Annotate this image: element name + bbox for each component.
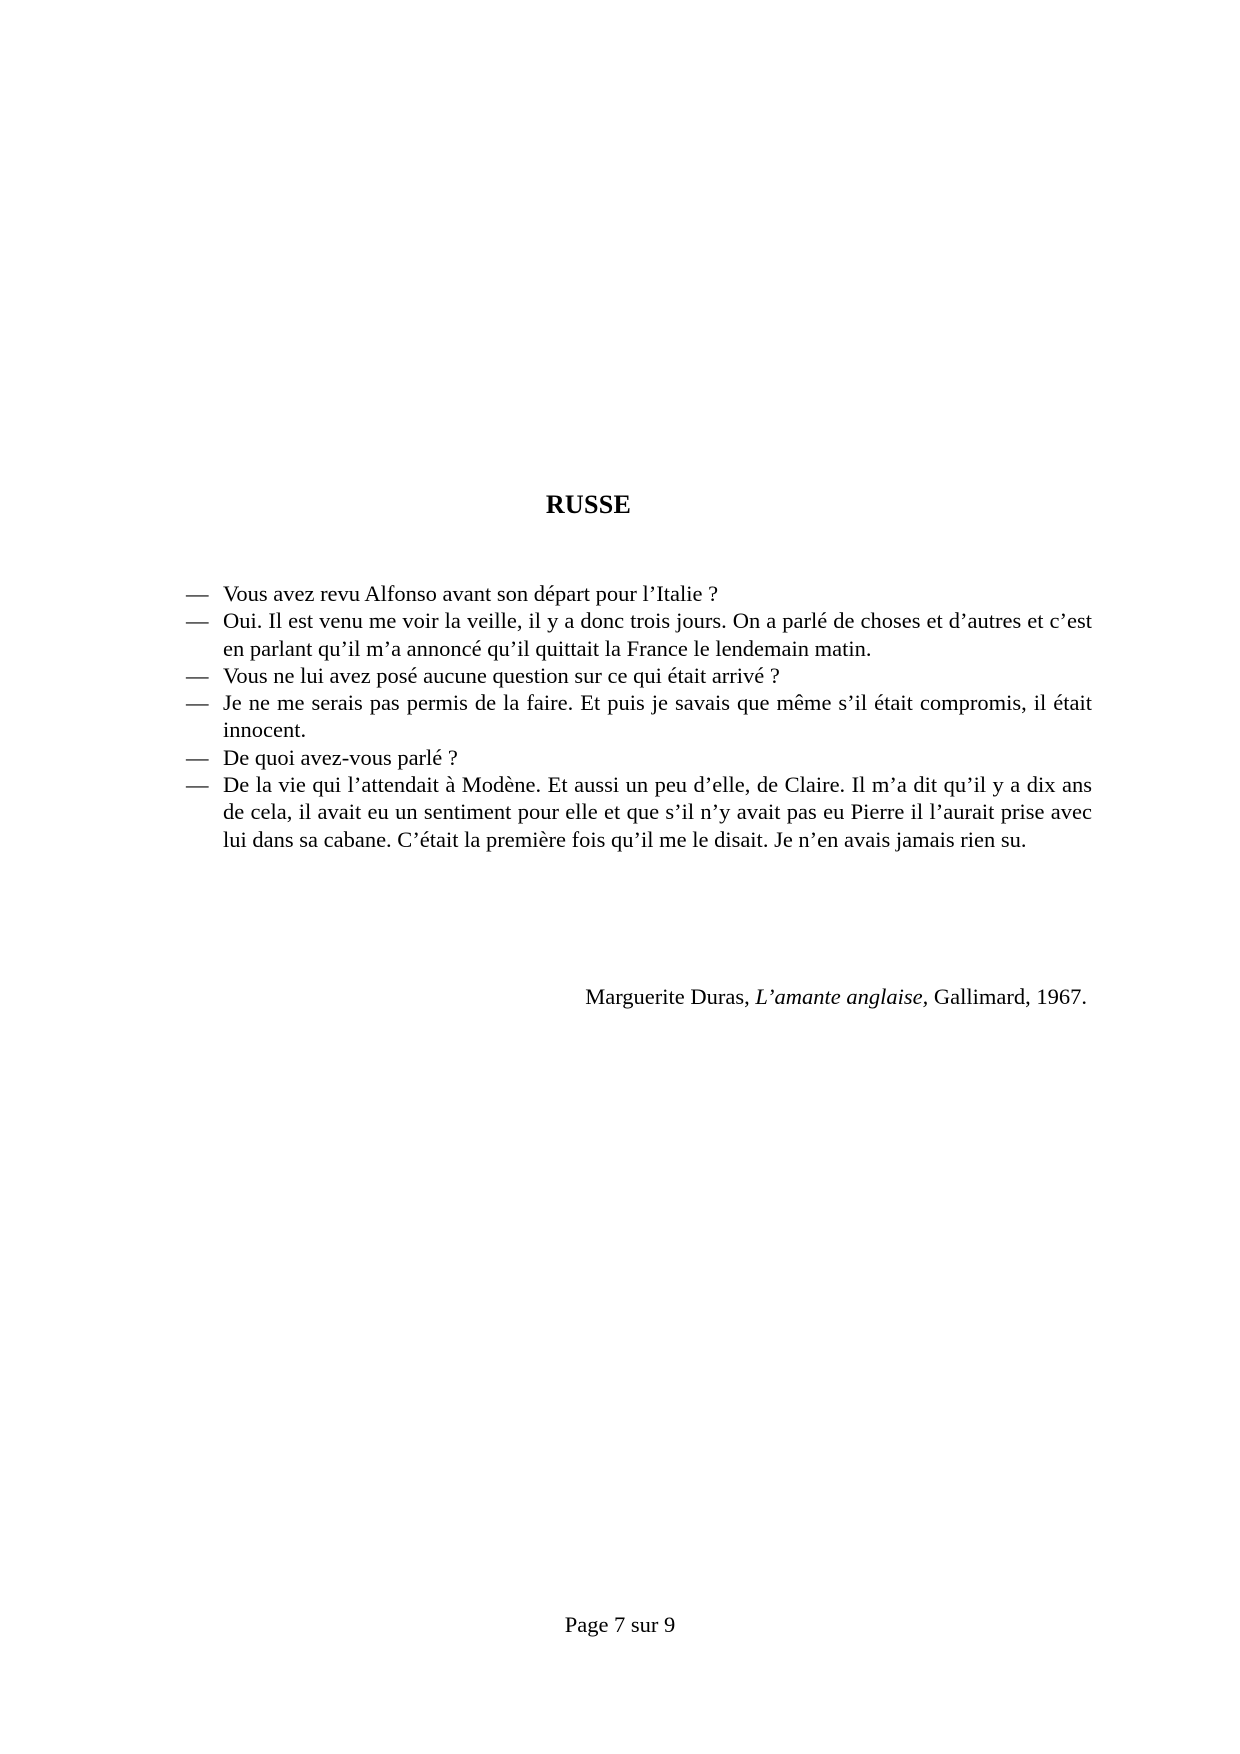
citation-book-title: L’amante anglaise, xyxy=(755,984,929,1009)
dialogue-text: Vous ne lui avez posé aucune question sur ce qui était arrivé ? xyxy=(223,662,780,688)
dialogue-line xyxy=(186,607,1092,662)
em-dash: — xyxy=(186,662,209,688)
citation-publisher: Gallimard, 1967. xyxy=(928,984,1087,1009)
dialogue-text: Vous avez revu Alfonso avant son départ pour l’Italie ? xyxy=(223,581,719,606)
dialogue-text: Oui. Il est venu me voir la veille, il y a donc trois jours. On a parlé de choses et d’autres et c’est en parlant qu’il m’a annoncé qu’il quittait la France le lendemain matin. xyxy=(223,608,1092,661)
source-citation xyxy=(0,983,1087,1010)
dialogue-line xyxy=(186,771,1092,853)
dialogue-list xyxy=(186,580,1092,853)
em-dash: — xyxy=(186,744,209,770)
em-dash: — xyxy=(186,581,209,606)
dialogue-line xyxy=(186,689,1092,744)
dialogue-text: Je ne me serais pas permis de la faire. Et puis je savais que même s’il était compromis, il était innocent. xyxy=(223,690,1092,743)
page-number: Page 7 sur 9 xyxy=(564,1612,676,1637)
citation-author: Marguerite Duras, xyxy=(585,984,756,1009)
em-dash: — xyxy=(186,690,209,716)
dialogue-text: De quoi avez-vous parlé ? xyxy=(223,744,458,770)
em-dash: — xyxy=(186,608,209,634)
dialogue-text: De la vie qui l’attendait à Modène. Et aussi un peu d’elle, de Claire. Il m’a dit qu’il y a dix ans de cela, il avait eu un sentiment pour elle et que s’il n’y avait pas eu Pierre il l’aurait prise avec lui dans sa cabane. C’était la première fois qu’il me le disait. Je n’en avais jamais rien su. xyxy=(223,772,1092,852)
section-title: RUSSE xyxy=(545,490,632,519)
em-dash: — xyxy=(186,772,209,798)
dialogue-line xyxy=(186,580,1092,607)
dialogue-line xyxy=(186,662,1092,689)
dialogue-line xyxy=(186,744,1092,771)
